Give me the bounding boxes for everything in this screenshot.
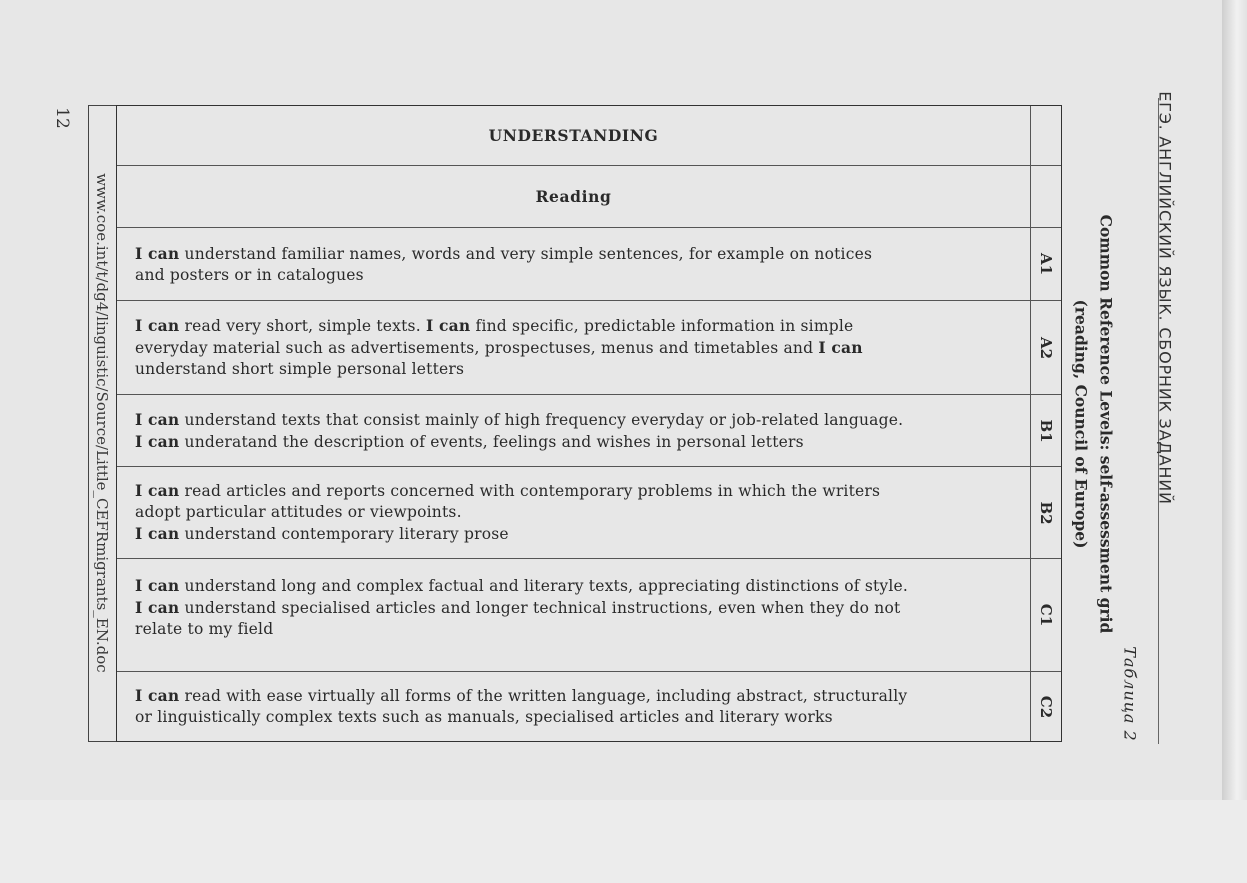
level-cell [1031,559,1061,671]
level-label: A1 [1037,252,1055,276]
description-line: I can read articles and reports concerned with contemporary problems in which the writers [135,481,881,500]
table-row [117,301,1061,395]
page-number: 12 [52,107,72,129]
description-line: everyday material such as advertisements, prospectuses, menus and timetables and I can [135,338,863,357]
level-label: B1 [1037,418,1055,443]
source-url: www.coe.int/t/dg4/linguistic/Source/Little_CEFRmigrants_EN.doc [93,173,111,673]
description-line: or linguistically complex texts such as manuals, specialised articles and literary works [135,708,833,726]
row-description [117,467,1031,558]
table-label: Таблица 2 [1120,646,1140,742]
row-description [117,228,1031,300]
scanner-background [0,800,1247,883]
description-line: I can understand texts that consist mainly of high frequency everyday or job-related language. [135,409,904,429]
description-line: adopt particular attitudes or viewpoints. [135,503,462,521]
level-cell-empty [1031,166,1061,227]
level-cell-empty [1031,106,1061,165]
section-heading: UNDERSTANDING [117,106,1031,165]
description-line: I can understand familiar names, words and very simple sentences, for example on notices [135,243,873,263]
table-row [117,467,1061,559]
description-line: understand short simple personal letters [135,360,465,378]
grid-subtitle: (reading, Council of Europe) [1071,299,1091,549]
section-heading-row [117,106,1061,166]
description-line: I can understand specialised articles and longer technical instructions, even when they do not [135,598,901,617]
skill-heading-row [117,166,1061,228]
level-label: B2 [1037,500,1055,525]
level-label: C1 [1037,603,1055,627]
level-cell [1031,228,1061,300]
table-row [117,395,1061,467]
table-row [117,559,1061,672]
table-row [117,228,1061,301]
skill-heading: Reading [117,166,1031,227]
level-label: A2 [1037,336,1055,359]
description-line: relate to my field [135,620,274,638]
level-cell [1031,301,1061,394]
running-header: ЕГЭ. АНГЛИЙСКИЙ ЯЗЫК. СБОРНИК ЗАДАНИЙ [1155,91,1175,505]
row-description [117,395,1031,466]
description-line: and posters or in catalogues [135,265,364,284]
description-line: I can read very short, simple texts. I can find specific, predictable information in simple [135,316,854,335]
description-line: I can read with ease virtually all forms of the written language, including abstract, structurally [135,686,908,705]
level-cell [1031,395,1061,466]
grid-title: Common Reference Levels: self-assessment grid [1096,214,1116,634]
level-cell [1031,467,1061,558]
level-label: C2 [1037,695,1055,718]
table-row [117,672,1061,741]
level-cell [1031,672,1061,741]
row-description [117,559,1031,671]
self-assessment-grid [116,105,1062,742]
page-edge [1222,0,1247,883]
row-description [117,672,1031,741]
description-line: I can understand long and complex factual and literary texts, appreciating distinctions of style. [135,576,909,595]
description-line: I can underatand the description of events, feelings and wishes in personal letters [135,431,804,451]
row-description [117,301,1031,394]
description-line: I can understand contemporary literary prose [135,524,509,543]
